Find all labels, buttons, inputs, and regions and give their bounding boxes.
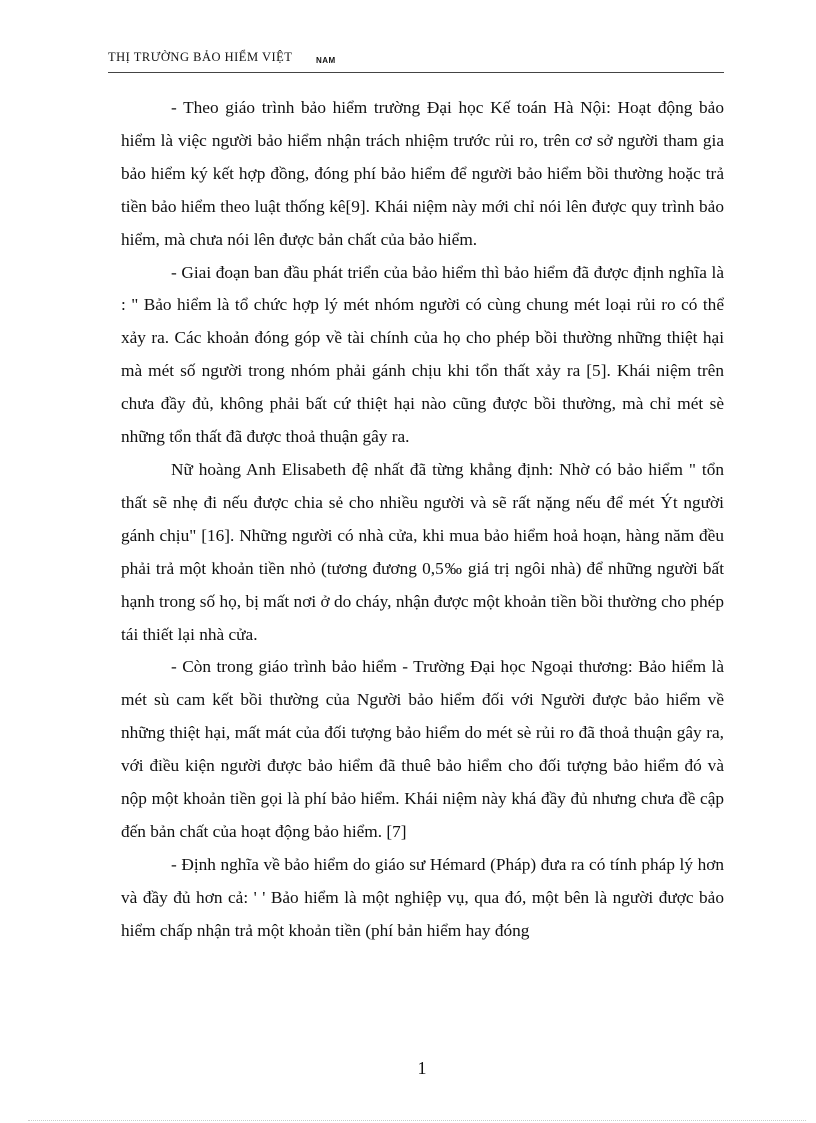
- page-number: 1: [417, 1058, 427, 1078]
- header-title-suffix: NAM: [316, 56, 336, 65]
- paragraph: - Theo giáo trình bảo hiểm trường Đại học Kế toán Hà Nội: Hoạt động bảo hiểm là việc người bảo hiểm nhận trách nhiệm trước rủi ro, trên cơ sở người tham gia bảo hiểm ký kết hợp đồng, đóng phí bảo hiểm để người bảo hiểm bồi thường hoặc trả tiền bảo hiểm theo luật thống kê[9]. Khái niệm này mới chỉ nói lên được quy trình bảo hiểm, mà chưa nói lên được bản chất của bảo hiểm.: [121, 98, 724, 249]
- paragraph: - Định nghĩa về bảo hiểm do giáo sư Hémard (Pháp) đưa ra có tính pháp lý hơn và đầy đủ hơn cả: ' ' Bảo hiểm là một nghiệp vụ, qua đó, một bên là người được bảo hiểm chấp nhận trả một khoản tiền (phí bản hiểm hay đóng: [121, 854, 724, 940]
- header-title: THỊ TRƯỜNG BẢO HIỂM VIỆT: [108, 50, 293, 64]
- page-edge-divider: [28, 1120, 806, 1121]
- paragraph: - Giai đoạn ban đầu phát triển của bảo hiểm thì bảo hiểm đã được định nghĩa là : " Bảo hiểm là tổ chức hợp lý mét nhóm người có cùng chung mét loại rủi ro có thể xảy ra. Các khoản đóng góp về tài chính của họ cho phép bồi thường những thiệt hại mà mét số người trong nhóm phải gánh chịu khi tổn thất xảy ra [5]. Khái niệm trên chưa đầy đủ, không phải bất cứ thiệt hại nào cũng được bồi thường, mà chỉ mét sè những tổn thất đã được thoả thuận gây ra.: [121, 262, 724, 447]
- paragraph: Nữ hoàng Anh Elisabeth đệ nhất đã từng khẳng định: Nhờ có bảo hiểm " tổn thất sẽ nhẹ đi nếu được chia sẻ cho nhiều người và sẽ rất nặng nếu để mét Ýt người gánh chịu" [16]. Những người có nhà cửa, khi mua bảo hiểm hoả hoạn, hàng năm đều phải trả một khoản tiền nhỏ (tương đương 0,5‰ giá trị ngôi nhà) để những người bất hạnh trong số họ, bị mất nơi ở do cháy, nhận được một khoản tiền bồi thường cho phép tái thiết lại nhà cửa.: [121, 459, 724, 644]
- document-body: [121, 92, 724, 948]
- paragraph: - Còn trong giáo trình bảo hiểm - Trường Đại học Ngoại thương: Bảo hiểm là mét sù cam kết bồi thường của Người bảo hiểm đối với Người được bảo hiểm về những thiệt hại, mất mát của đối tượng bảo hiểm do mét sè rủi ro đã thoả thuận gây ra, với điều kiện người được bảo hiểm đã thuê bảo hiểm cho đối tượng bảo hiểm đó và nộp một khoản tiền gọi là phí bảo hiểm. Khái niệm này khá đầy đủ nhưng chưa đề cập đến bản chất của hoạt động bảo hiểm. [7]: [121, 657, 724, 841]
- running-header: [108, 48, 724, 73]
